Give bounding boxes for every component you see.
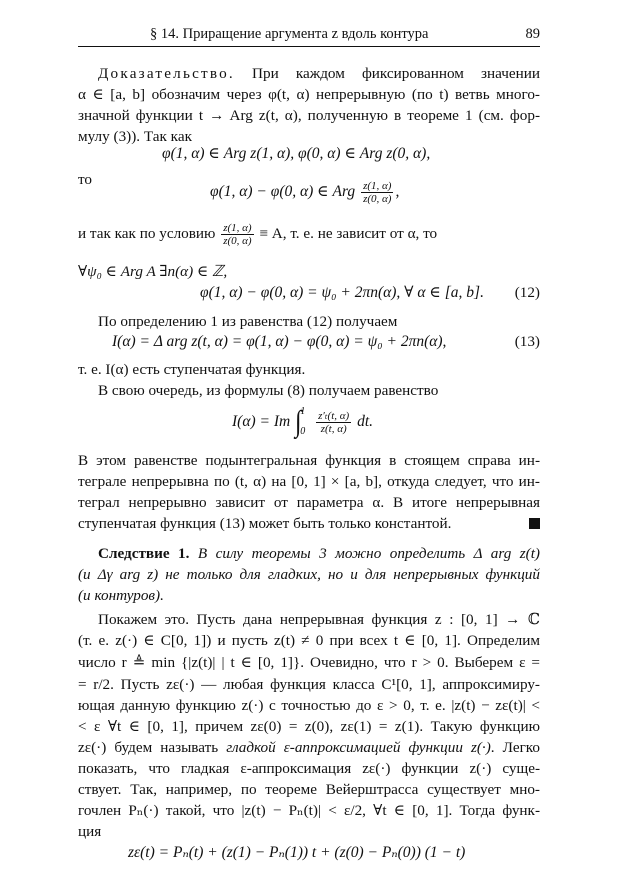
page-number: 89	[525, 26, 540, 42]
integrand-denominator: z(t, α)	[320, 422, 347, 435]
proof2-line-4: = r/2. Пусть zε(·) — любая функция класса C¹[0, 1], аппроксимиру-	[78, 676, 540, 693]
proof2-line-1: Покажем это. Пусть дана непрерывная функция z : [0, 1] → ℂ	[98, 611, 540, 628]
qed-square-icon	[529, 518, 540, 529]
continuity-line-3: теграл непрерывно зависит от параметра α. В итоге непрерывная	[78, 494, 540, 511]
proof-line-2: α ∈ [a, b] обозначим через φ(t, α) непрерывную (по t) ветвь много-	[78, 86, 540, 103]
quantifier-line: ∀ψ₀ ∈ Arg A ∃n(α) ∈ ℤ,	[78, 263, 228, 280]
proof2-line-8: показать, что гладкая ε-аппроксимация zε(·) функции z(·) суще-	[78, 760, 540, 777]
proof2-text-7a: zε(·) будем называть	[78, 739, 227, 756]
proof-line-1	[78, 64, 540, 84]
condition-numerator: z(1, α)	[223, 222, 252, 234]
equation-number-13: (13)	[514, 333, 540, 350]
proof-line-4: мулу (3)). Так как	[78, 128, 192, 145]
step-function-line: т. е. I(α) есть ступенчатая функция.	[78, 361, 306, 378]
text-to: то	[78, 171, 93, 188]
condition-text-a: и так как по условию	[78, 224, 216, 242]
condition-text-b: ≡ A, т. е. не зависит от α, то	[259, 224, 438, 242]
proof2-line-2: (т. е. z(·) ∈ C[0, 1]) и пусть z(t) ≠ 0 при всех t ∈ [0, 1]. Определим	[78, 632, 540, 649]
eq2-tail: ,	[395, 183, 400, 201]
equation-13: I(α) = Δ arg z(t, α) = φ(1, α) − φ(0, α) = ψ₀ + 2πn(α),	[112, 333, 447, 350]
condition-fraction	[221, 222, 253, 247]
section-title: § 14. Приращение аргумента z вдоль контура	[150, 26, 429, 42]
proof2-line-11: ция	[78, 823, 102, 840]
integral-upper: 1	[300, 406, 306, 418]
proof2-text-7c: . Легко	[490, 739, 540, 756]
integrand-fraction	[316, 410, 351, 435]
proof2-line-10: гочлен Pₙ(·) такой, что |z(t) − Pₙ(t)| < ε/2, ∀t ∈ [0, 1]. Тогда функ-	[78, 802, 540, 819]
running-header	[78, 26, 540, 46]
proof2-line-3: число r ≜ min {|z(t)| | t ∈ [0, 1]}. Очевидно, что r > 0. Выберем ε =	[78, 654, 540, 671]
integrand-numerator: z′ₜ(t, α)	[318, 409, 350, 422]
condition-line	[78, 222, 540, 247]
eq2-left: φ(1, α) − φ(0, α) ∈ Arg	[210, 183, 356, 201]
proof-text-1: При каждом фиксированном значении	[234, 65, 540, 82]
corollary-text-1: В силу теоремы 3 можно определить Δ arg z(t)	[189, 545, 540, 562]
proof2-line-6: < ε ∀t ∈ [0, 1], причем zε(0) = z(0), zε(1) = z(1). Такую функцию	[78, 718, 540, 735]
header-rule	[78, 46, 540, 47]
condition-denominator: z(0, α)	[223, 235, 252, 247]
equation-number-12: (12)	[514, 284, 540, 301]
defined-term: гладкой ε-аппроксимацией функции z(·)	[226, 739, 491, 756]
eq2-numerator: z(1, α)	[363, 180, 392, 192]
proof-label: Доказательство.	[98, 65, 235, 82]
equation-12: φ(1, α) − φ(0, α) = ψ₀ + 2πn(α), ∀ α ∈ [a, b].	[200, 284, 484, 301]
continuity-line-4	[78, 514, 540, 534]
integral-sign: ∫	[294, 405, 302, 439]
corollary-label: Следствие 1.	[98, 545, 190, 562]
equation-integral	[232, 402, 373, 442]
continuity-line-1: В этом равенстве подынтегральная функция в стоящем справа ин-	[78, 452, 540, 469]
corollary-line-1	[78, 544, 540, 564]
integral-left: I(α) = Im	[232, 413, 291, 430]
corollary-line-3: (и контуров).	[78, 587, 164, 604]
proof2-line-5: ющая данную функцию z(·) с точностью до ε > 0, т. е. |z(t) − zε(t)| <	[78, 697, 540, 714]
integral-lower: 0	[300, 426, 306, 438]
equation-difference-arg	[210, 180, 399, 205]
eq2-fraction	[361, 180, 393, 205]
formula8-line: В свою очередь, из формулы (8) получаем равенство	[98, 382, 439, 399]
proof2-line-9: ствует. Так, например, по теореме Вейерштрасса существует мно-	[78, 781, 540, 798]
integral-tail: dt.	[357, 413, 374, 430]
continuity-line-2: теграле непрерывна по (t, α) на [0, 1] × [a, b], откуда следует, что ин-	[78, 473, 540, 490]
definition-line: По определению 1 из равенства (12) получаем	[98, 313, 398, 330]
continuity-text-4: ступенчатая функция (13) может быть только константой.	[78, 515, 452, 532]
corollary-line-2: (и Δγ arg z) не только для гладких, но и для непрерывных функций	[78, 566, 540, 583]
proof2-line-7	[78, 738, 540, 758]
eq2-denominator: z(0, α)	[363, 193, 392, 205]
proof-line-3: значной функции t → Arg z(t, α), полученную в теореме 1 (см. фор-	[78, 107, 540, 124]
integral-limits	[300, 406, 310, 438]
equation-approximation: zε(t) = Pₙ(t) + (z(1) − Pₙ(1)) t + (z(0) − Pₙ(0)) (1 − t)	[128, 844, 466, 861]
equation-arg-membership: φ(1, α) ∈ Arg z(1, α), φ(0, α) ∈ Arg z(0, α),	[162, 145, 431, 162]
